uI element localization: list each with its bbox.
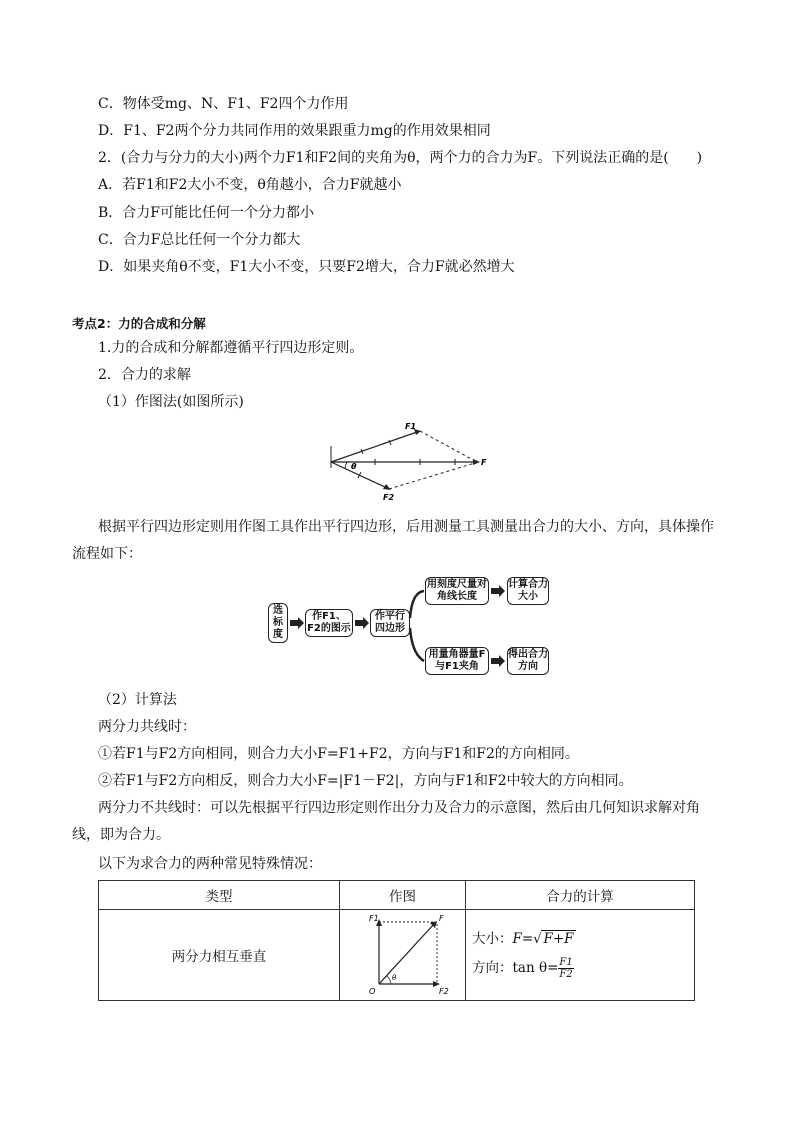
- origin-label: O: [368, 987, 375, 996]
- special-cases-table: [98, 880, 695, 1001]
- table-header-cell: 合力的计算: [466, 881, 695, 910]
- q2-option-d: D．如果夹角θ不变，F1大小不变，只要F2增大，合力F就必然增大: [98, 259, 515, 275]
- table-row: [99, 910, 695, 1001]
- f-diagonal-line: [379, 924, 434, 984]
- table-header-cell: 类型: [99, 881, 340, 910]
- flow-step-compute-magnitude: 计算合力大小: [507, 577, 549, 605]
- table-cell-calc: [466, 910, 695, 1001]
- resultant-arrowhead: [473, 459, 480, 465]
- flow-step-draw-forces: 作F1、F2的图示: [305, 609, 353, 637]
- section-paragraph: 两分力共线时：: [98, 719, 196, 735]
- f1-label: F1: [405, 422, 417, 431]
- table-cell-type: [99, 910, 340, 1001]
- perpendicular-forces-figure: [353, 910, 453, 996]
- section-paragraph: 根据平行四边形定则用作图工具作出平行四边形，后用测量工具测量出合力的大小、方向，具体操作流程如下：: [72, 519, 714, 562]
- f-label: F: [438, 914, 444, 923]
- direction-formula: [472, 953, 694, 983]
- branch-up-curve: [410, 591, 424, 618]
- parallelogram-figure: [325, 418, 495, 508]
- f1-line: [331, 432, 417, 462]
- size-radicand: F+F: [543, 930, 574, 947]
- theta-label: θ: [391, 974, 396, 982]
- flow-step-measure-length: 用刻度尺量对角线长度: [425, 577, 489, 605]
- section-paragraph: （2）计算法: [98, 692, 177, 708]
- magnitude-formula: [472, 928, 694, 951]
- f1-label: F1: [368, 914, 379, 923]
- section-paragraph: ①若F1与F2方向相同，则合力大小F=F1+F2，方向与F1和F2的方向相同。: [98, 746, 579, 762]
- flow-step-select-scale: 选标度: [268, 603, 288, 643]
- q2-option-a: A．若F1和F2大小不变，θ角越小，合力F就越小: [98, 177, 402, 193]
- section-paragraph: 2．合力的求解: [98, 367, 191, 383]
- dashed-side: [420, 431, 475, 461]
- section-paragraph: （1）作图法(如图所示): [98, 394, 244, 410]
- fraction-numerator: F1: [559, 956, 573, 968]
- table-header-row: [99, 881, 695, 910]
- f-label: F: [481, 458, 487, 467]
- type-text: 两分力相互垂直: [171, 949, 267, 965]
- q2-option-c: C．合力F总比任何一个分力都大: [98, 232, 301, 248]
- dir-lhs: tan θ=: [512, 959, 559, 976]
- q1-option-c: C．物体受mg、N、F1、F2四个力作用: [98, 96, 349, 112]
- q2-option-b: B．合力F可能比任何一个分力都小: [98, 205, 315, 221]
- section-heading: 考点2：力的合成和分解: [72, 316, 206, 331]
- q2-stem: 2．(合力与分力的大小)两个力F1和F2间的夹角为θ，两个力的合力为F。下列说法正确的是( ): [98, 150, 703, 166]
- section-paragraph: 两分力不共线时：可以先根据平行四边形定则作出分力及合力的示意图，然后由几何知识求解对角线，即为合力。: [72, 800, 700, 843]
- flow-step-get-direction: 得出合力方向: [507, 647, 549, 675]
- table-cell-figure: [340, 910, 466, 1001]
- fraction-denominator: F2: [559, 968, 573, 980]
- flow-step-measure-angle: 用量角器量F与F1夹角: [425, 647, 489, 675]
- dashed-side: [389, 463, 475, 489]
- section-paragraph: 以下为求合力的两种常见特殊情况：: [98, 856, 322, 872]
- flow-step-draw-parallelogram: 作平行四边形: [370, 609, 410, 637]
- fraction: [558, 957, 573, 980]
- flow-arrows: [260, 570, 560, 680]
- branch-down-curve: [410, 628, 424, 661]
- arrow-right-icon: [355, 617, 369, 629]
- angle-arc: [387, 976, 391, 984]
- angle-arc: [345, 462, 347, 469]
- theta-label: θ: [351, 462, 357, 471]
- section-paragraph: ②若F1与F2方向相反，则合力大小F=|F1－F2|，方向与F1和F2中较大的方向相同。: [98, 773, 633, 789]
- q1-option-d: D．F1、F2两个分力共同作用的效果跟重力mg的作用效果相同: [98, 123, 491, 139]
- arrow-right-icon: [290, 617, 304, 629]
- sqrt-icon: √: [533, 931, 542, 947]
- size-lhs: F=: [512, 930, 534, 947]
- f2-label: F2: [438, 987, 449, 996]
- f2-label: F2: [383, 493, 395, 502]
- arrow-right-icon: [491, 585, 505, 597]
- section-paragraph: 1.力的合成和分解都遵循平行四边形定则。: [98, 340, 364, 356]
- arrow-right-icon: [491, 655, 505, 667]
- table-header-cell: 作图: [340, 881, 466, 910]
- size-label: 大小：: [472, 930, 513, 947]
- dir-label: 方向：: [472, 959, 513, 976]
